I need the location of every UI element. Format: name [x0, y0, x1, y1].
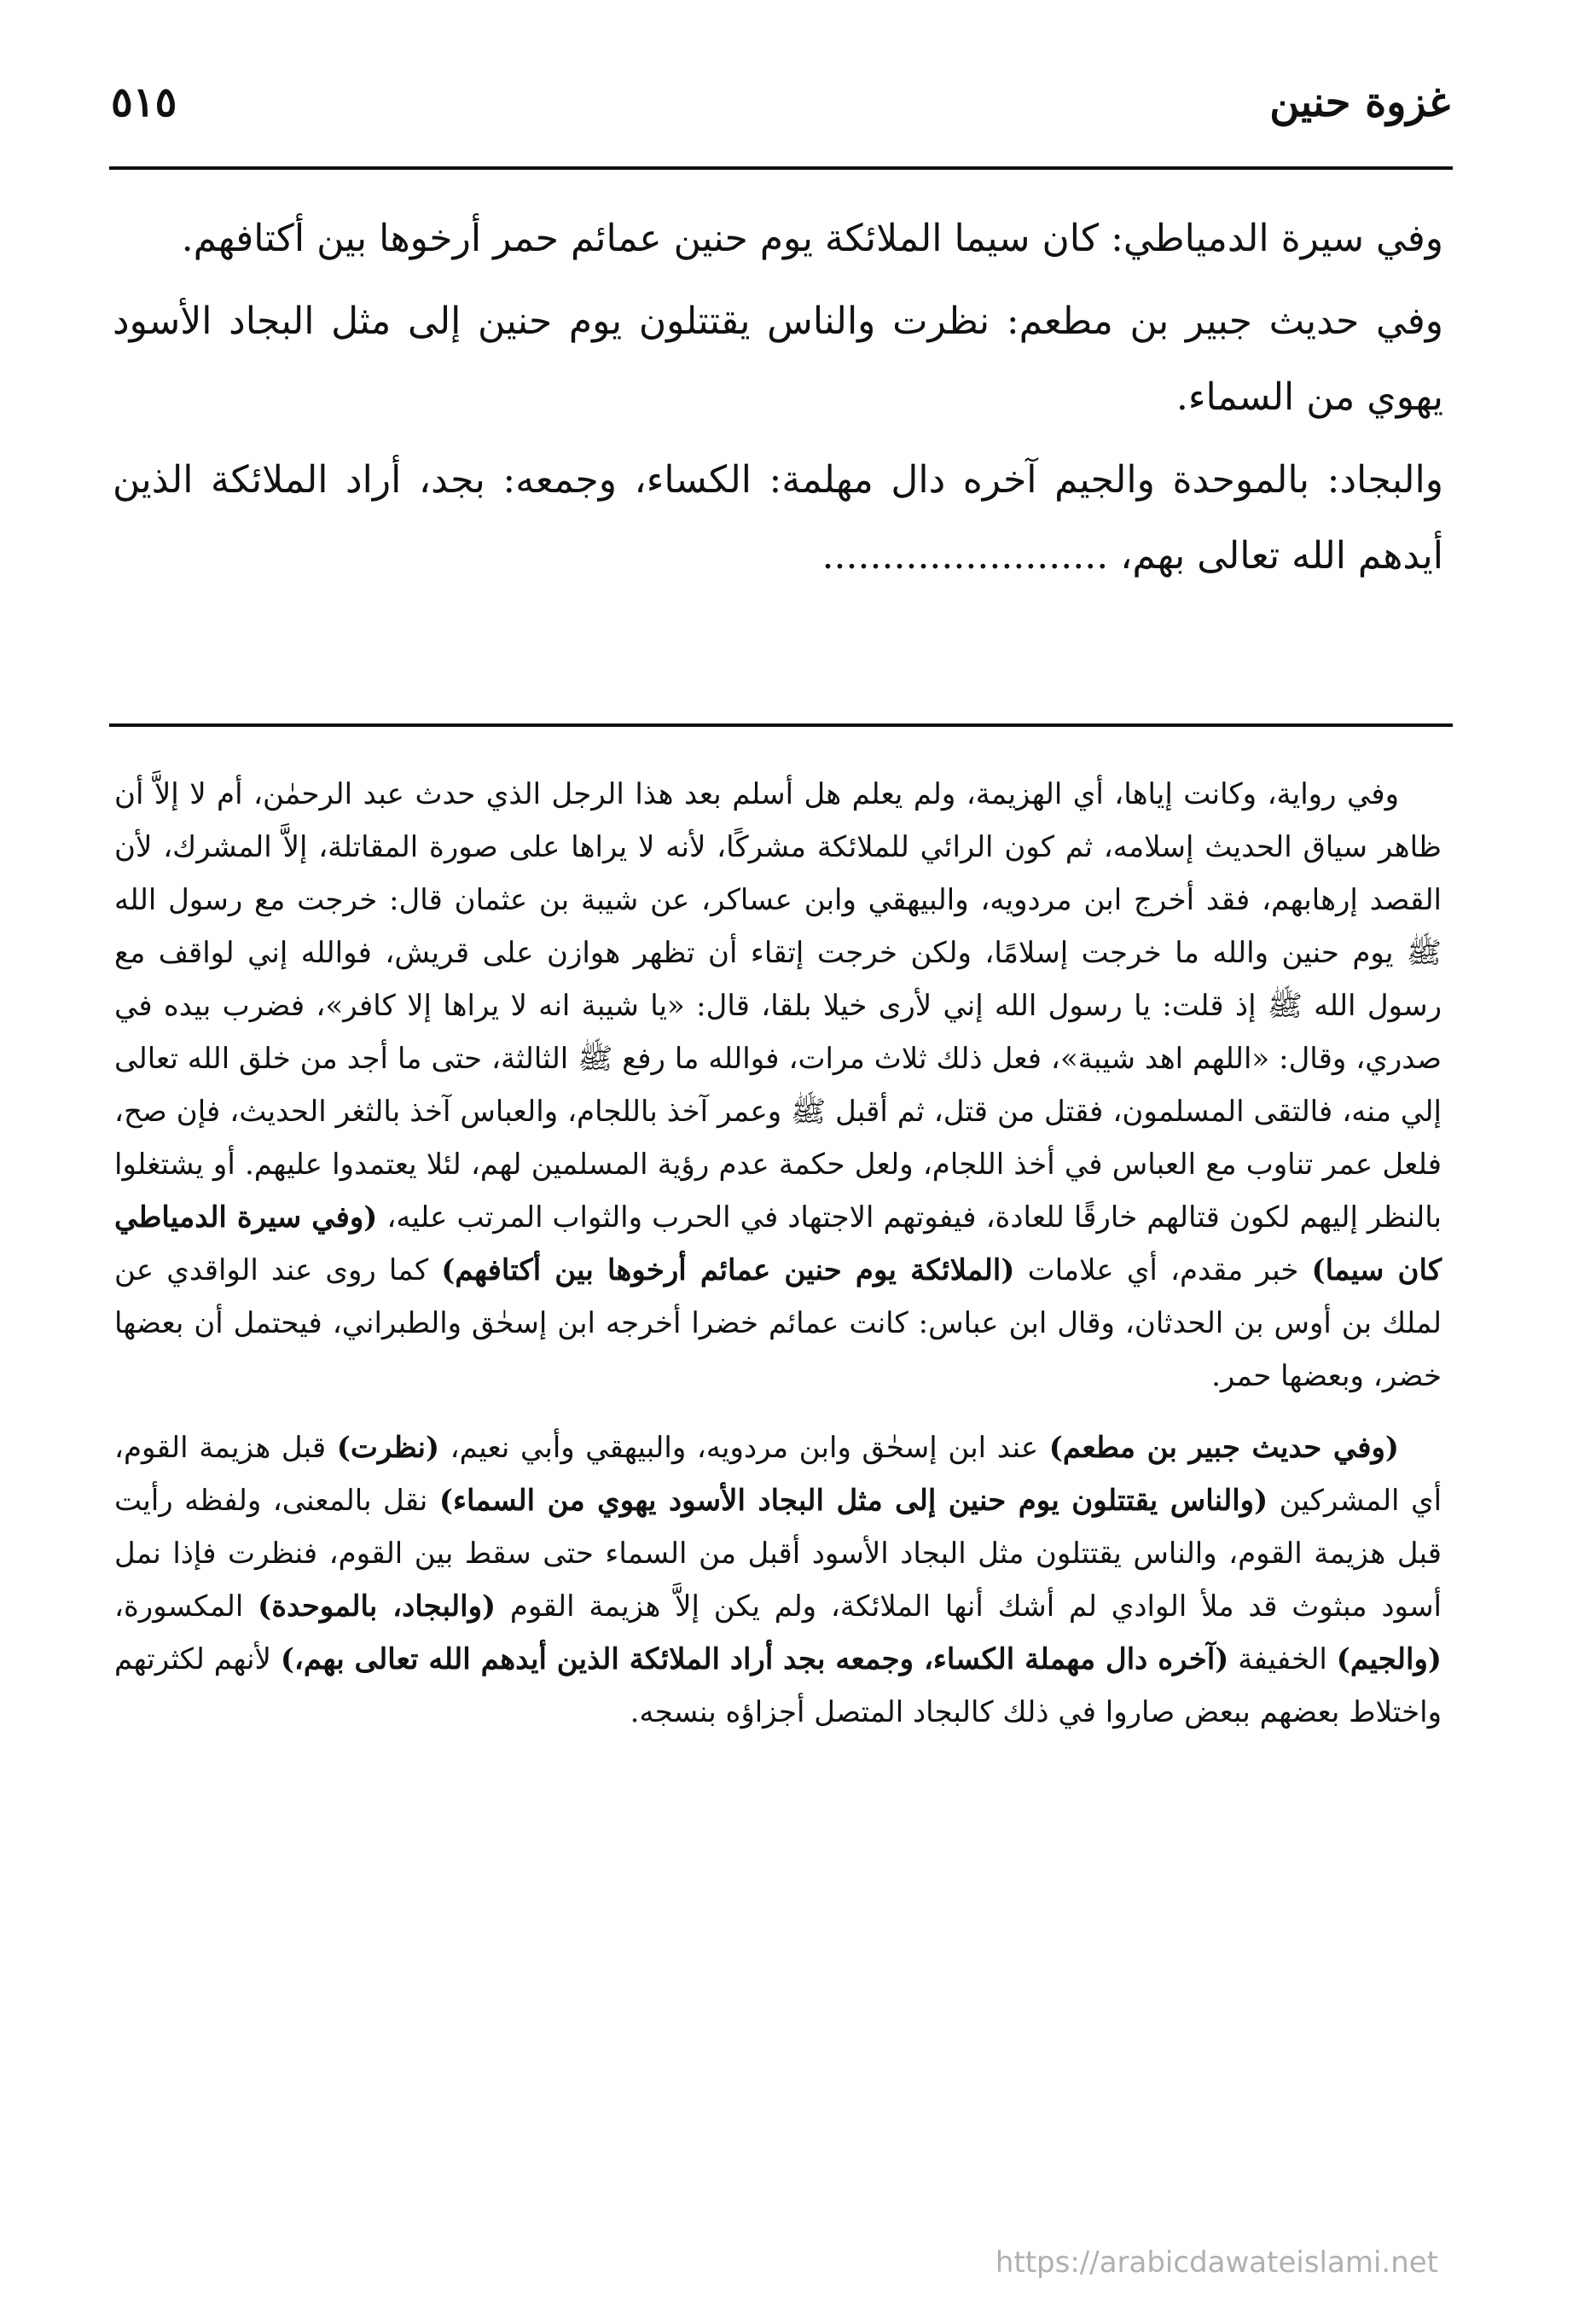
commentary-paragraph-2 [114, 1421, 1442, 1739]
commentary-text-run: عند ابن إسحٰق وابن مردويه، والبيهقي وأبي نعيم، [450, 1431, 1039, 1465]
commentary-text-run: لأنهم لكثرتهم واختلاط بعضهم ببعض صاروا في ذلك كالبجاد المتصل أجزاؤه بنسجه. [114, 1642, 1442, 1729]
main-text [113, 200, 1443, 601]
header-rule [109, 166, 1453, 170]
commentary-text-run: وفي رواية، وكانت إياها، أي الهزيمة، ولم يعلم هل أسلم بعد هذا الرجل الذي حدث عبد الرحمٰن، أم لا إلاَّ أن ظاهر سياق الحديث إسلامه، ثم كون الرائي للملائكة مشركًا، لأنه لا يراها على صورة المقاتلة، إلاَّ المشرك، لأن القصد إرهابهم، فقد أخرج ابن مردويه، والبيهقي وابن عساكر، عن شيبة بن عثمان قال: خرجت مع رسول الله ﷺ يوم حنين والله ما خرجت إسلامًا، ولكن خرجت إتقاء أن تظهر هوازن على قريش، فوالله إني لواقف مع رسول الله ﷺ إذ قلت: يا رسول الله إني لأرى خيلا بلقا، قال: «يا شيبة انه لا يراها إلا كافر»، فضرب بيده في صدري، وقال: «اللهم اهد شيبة»، فعل ذلك ثلاث مرات، فوالله ما رفع ﷺ الثالثة، حتى ما أجد من خلق الله تعالى إلي منه، فالتقى المسلمون، فقتل من قتل، ثم أقبل ﷺ وعمر آخذ باللجام، والعباس آخذ بالثغر الحديث، فإن صح، فلعل عمر تناوب مع العباس في أخذ اللجام، ولعل حكمة عدم رؤية المسلمين لهم، لئلا يعتمدوا عليهم. أو يشتغلوا بالنظر إليهم لكون قتالهم خارقًا للعادة، فيفوتهم الاجتهاد في الحرب والثواب المرتب عليه، [114, 777, 1442, 1235]
commentary-text-run: قبل هزيمة القوم، أي المشركين [114, 1431, 1442, 1518]
quoted-phrase: (وفي سيرة الدمياطي كان سيما) [114, 1200, 1442, 1287]
commentary-text-run: المكسورة، [114, 1589, 244, 1624]
quoted-phrase: (والبجاد، بالموحدة) [258, 1589, 496, 1624]
commentary-text-run: نقل بالمعنى، ولفظه رأيت قبل هزيمة القوم، والناس يقتتلون مثل البجاد الأسود أقبل من السماء حتى سقط بين القوم، فنظرت فإذا نمل أسود مبثوث قد ملأ الوادي لم أشك أنها الملائكة، ولم يكن إلاَّ هزيمة القوم [114, 1484, 1442, 1624]
quoted-phrase: (نظرت) [336, 1431, 440, 1465]
quoted-phrase: (والجيم) [1336, 1642, 1442, 1676]
main-paragraph-2: وفي حديث جبير بن مطعم: نظرت والناس يقتتلون يوم حنين إلى مثل البجاد الأسود يهوي من السماء. [113, 299, 1443, 419]
quoted-phrase: (وفي حديث جبير بن مطعم) [1048, 1431, 1400, 1465]
main-paragraph-3 [113, 442, 1443, 594]
commentary-text-run: كما روى عند الواقدي عن لملك بن أوس بن الحدثان، وقال ابن عباس: كانت عمائم خضرا أخرجه ابن إسحٰق والطبراني، فيحتمل أن بعضها خضر، وبعضها حمر. [114, 1253, 1442, 1393]
quoted-phrase: (آخره دال مهملة الكساء، وجمعه بجد أراد الملائكة الذين أيدهم الله تعالى بهم،) [280, 1642, 1229, 1676]
quoted-phrase: (والناس يقتتلون يوم حنين إلى مثل البجاد الأسود يهوي من السماء) [438, 1484, 1268, 1518]
commentary-divider [109, 723, 1453, 727]
quoted-phrase: (الملائكة يوم حنين عمائم أرخوها بين أكتافهم) [441, 1253, 1015, 1287]
watermark-url: https://arabicdawateislami.net [995, 2246, 1438, 2280]
commentary-text-run: خبر مقدم، أي علامات [1027, 1253, 1299, 1287]
page-number: ٥١٥ [111, 78, 177, 126]
ellipsis-dots: ........................ [821, 534, 1109, 578]
running-title: غزوة حنين [1269, 78, 1450, 126]
commentary-text-run: الخفيفة [1238, 1642, 1327, 1676]
commentary-text [114, 768, 1442, 1758]
page-header [111, 78, 1450, 155]
main-paragraph-1: وفي سيرة الدمياطي: كان سيما الملائكة يوم حنين عمائم حمر أرخوها بين أكتافهم. [181, 217, 1443, 260]
main-paragraph-3-text: والبجاد: بالموحدة والجيم آخره دال مهلمة: الكساء، وجمعه: بجد، أراد الملائكة الذين أيدهم الله تعالى بهم، [113, 458, 1443, 578]
commentary-paragraph-1 [114, 768, 1442, 1403]
